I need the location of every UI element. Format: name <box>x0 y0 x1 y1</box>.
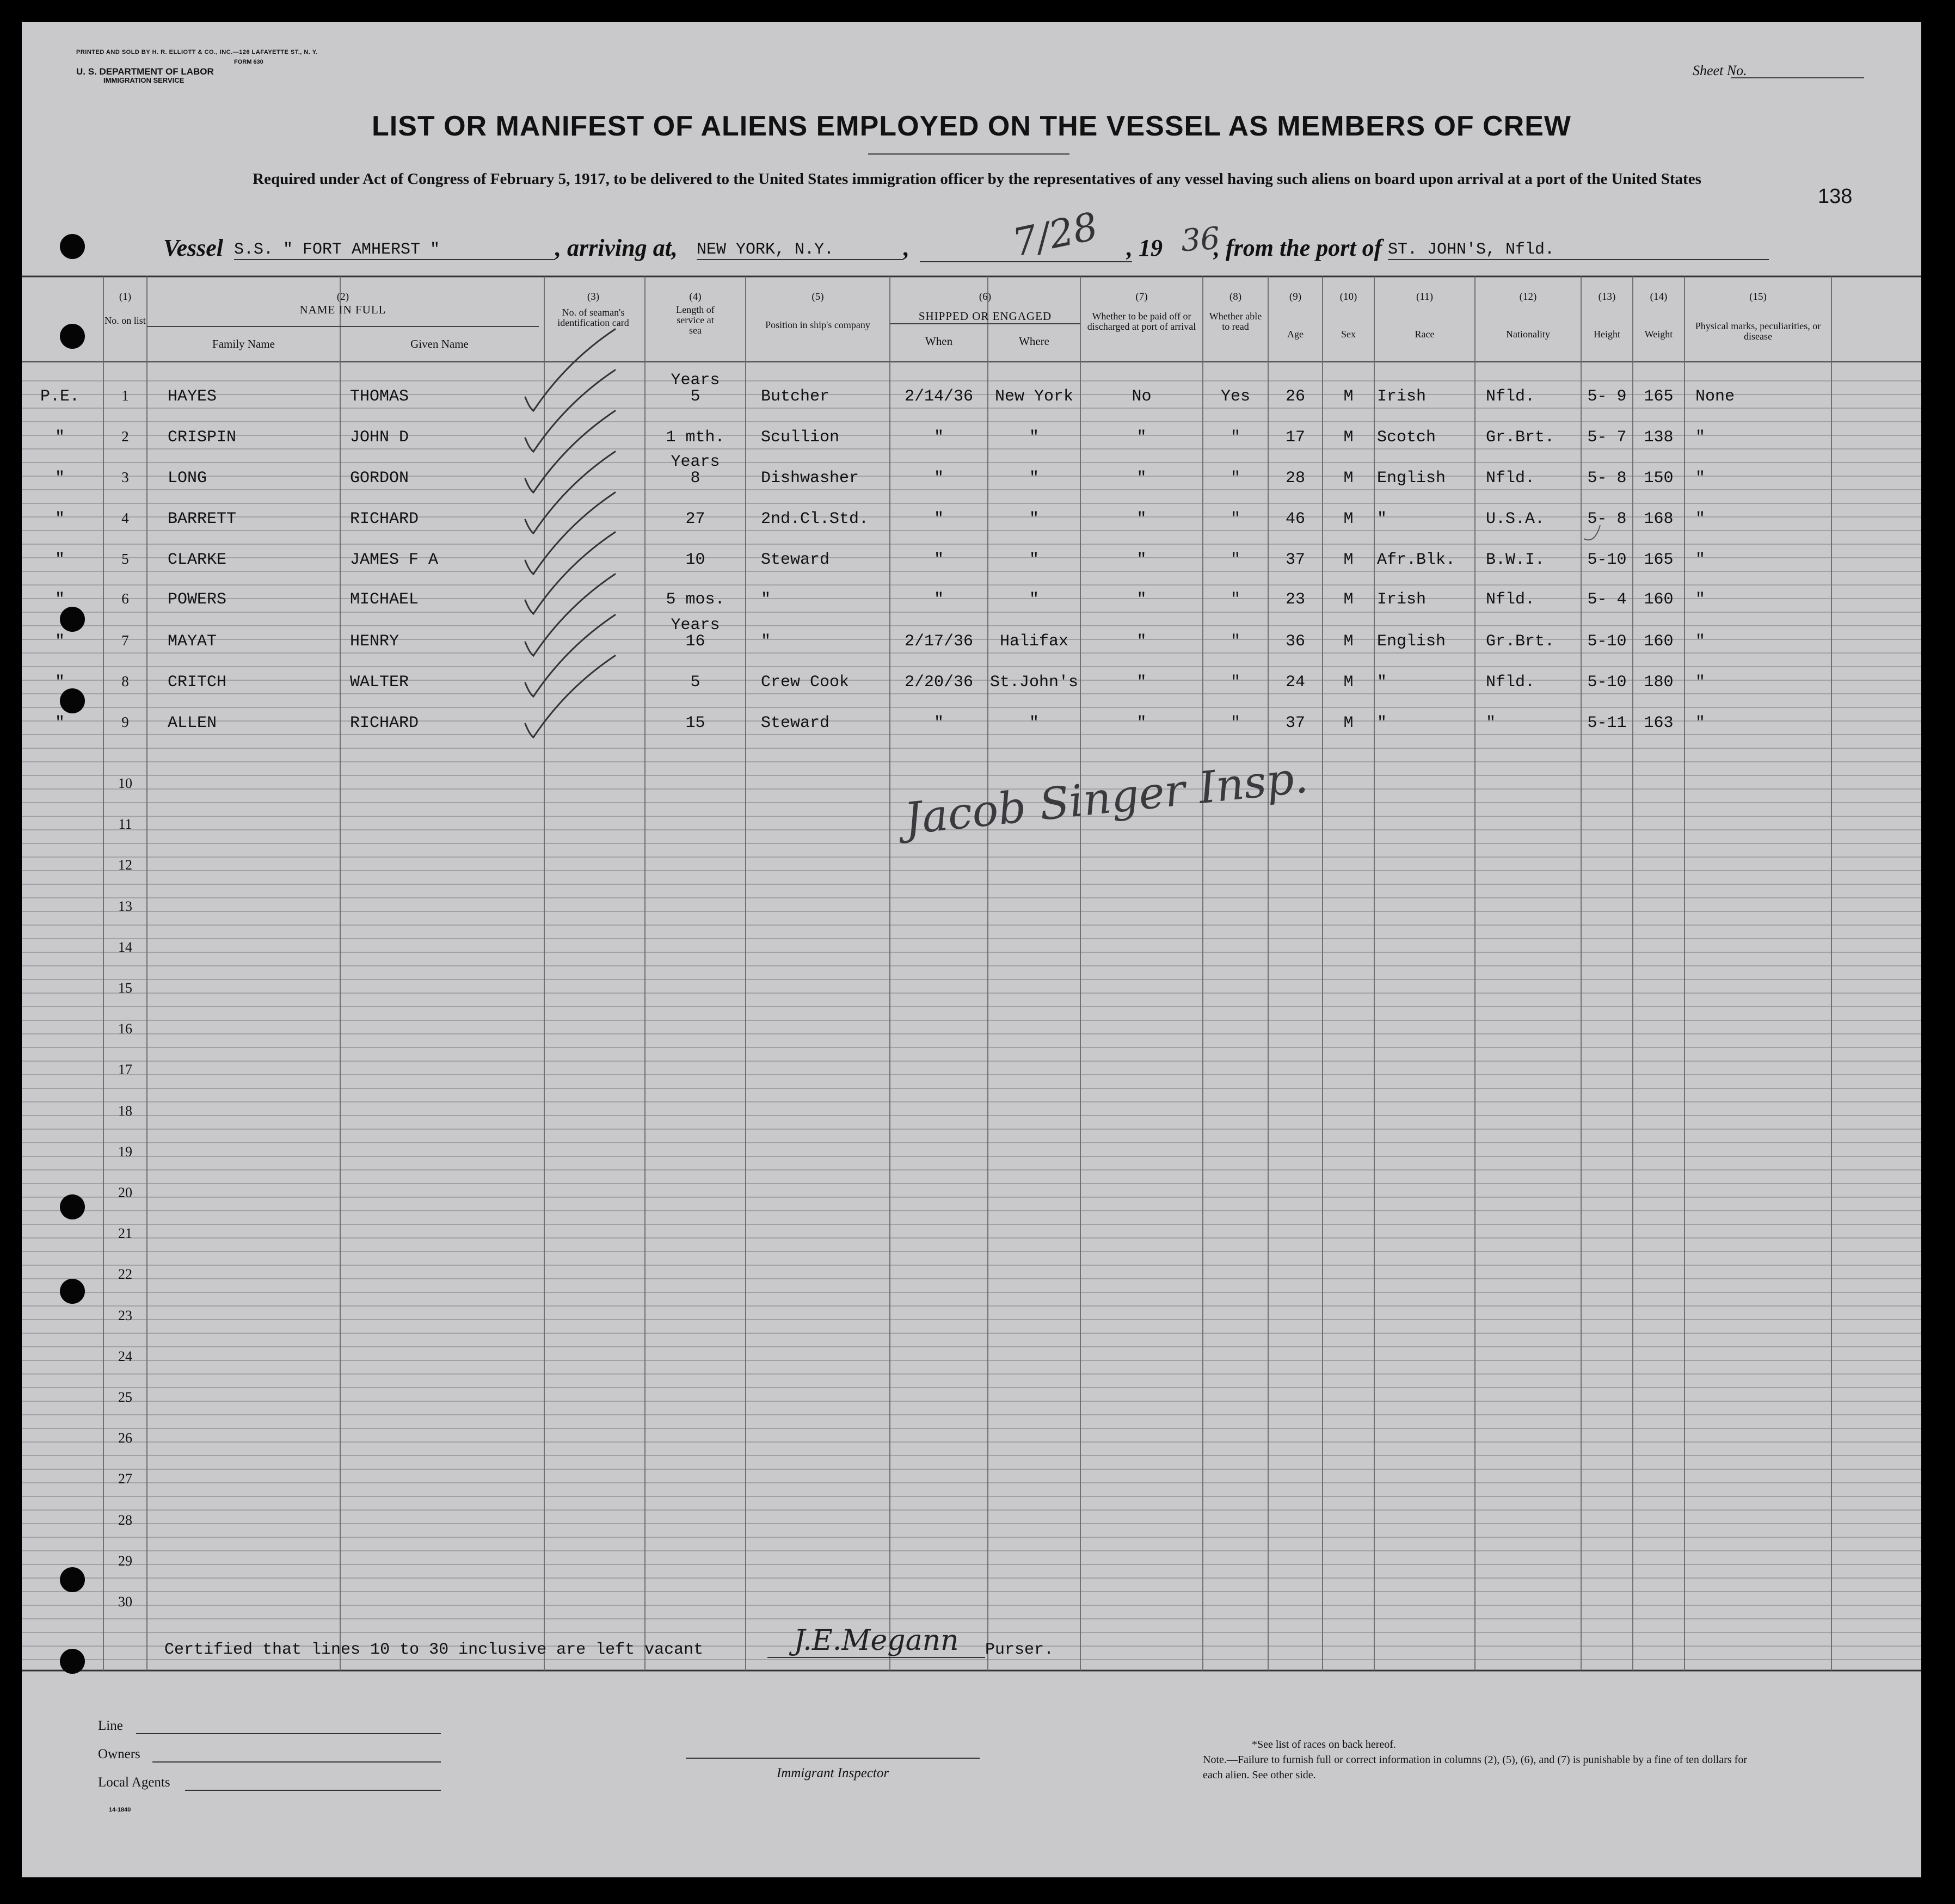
row-height: 5- 4 <box>1587 590 1627 609</box>
empty-line-number: 17 <box>118 1062 132 1078</box>
row-race: Scotch <box>1377 428 1436 447</box>
empty-line-number: 11 <box>118 816 132 833</box>
empty-line-number: 12 <box>118 857 132 873</box>
row-given-name: WALTER <box>350 673 409 692</box>
row-paid-off: No <box>1132 387 1152 406</box>
row-position: Steward <box>761 551 830 569</box>
col5-number: (5) <box>811 291 824 303</box>
row-shipped-when: " <box>933 714 944 732</box>
row-service-length: 16 <box>685 632 705 651</box>
row-physical-marks: " <box>1695 551 1706 569</box>
certification-text: Certified that lines 10 to 30 inclusive are left vacant <box>164 1641 704 1659</box>
row-given-name: JOHN D <box>350 428 409 447</box>
row-can-read: " <box>1230 714 1240 732</box>
row-race: Irish <box>1377 590 1427 609</box>
empty-line-number: 23 <box>118 1307 132 1323</box>
row-service-length: 8 <box>690 469 700 488</box>
col7-label: Whether to be paid off or discharged at port of arrival <box>1087 311 1196 332</box>
row-shipped-when: 2/17/36 <box>904 632 974 651</box>
row-shipped-where: " <box>1029 590 1039 609</box>
row-service-length: 1 mth. <box>666 428 725 447</box>
row-sex: M <box>1343 428 1354 447</box>
row-age: 46 <box>1285 510 1305 528</box>
inspector-signature: Jacob Singer Insp. <box>902 751 1311 845</box>
row-service-length: 5 <box>690 673 700 692</box>
row-shipped-where: " <box>1029 469 1039 488</box>
col10-number: (10) <box>1339 291 1357 303</box>
row-service-years-label: Years <box>671 371 720 390</box>
row-height: 5- 8 <box>1587 510 1627 528</box>
verification-check-icon <box>525 411 615 492</box>
empty-line-number: 21 <box>118 1225 132 1242</box>
row-height: 5-10 <box>1587 632 1627 651</box>
col4-number: (4) <box>689 291 702 303</box>
col14-label: Weight <box>1644 329 1673 340</box>
row-can-read: " <box>1230 632 1240 651</box>
verification-check-icon <box>525 615 615 697</box>
row-age: 37 <box>1285 551 1305 569</box>
row-family-name: BARRETT <box>168 510 237 528</box>
row-mark: " <box>54 590 65 609</box>
row-paid-off: " <box>1136 632 1147 651</box>
row-service-length: 15 <box>685 714 705 732</box>
binder-hole <box>60 688 85 713</box>
col7-number: (7) <box>1135 291 1148 303</box>
row-can-read: " <box>1230 428 1240 447</box>
page-subtitle: Required under Act of Congress of February 5, 1917, to be delivered to the United States immigration officer by the representatives of any vessel having such aliens on board upon arrival at a port of the United States <box>253 170 1701 188</box>
row-weight: 138 <box>1644 428 1674 447</box>
owners-field <box>152 1761 441 1763</box>
empty-line-number: 13 <box>118 898 132 914</box>
empty-line-number: 14 <box>118 939 132 955</box>
form-code: 14-1840 <box>109 1807 131 1813</box>
binder-hole <box>60 1279 85 1304</box>
row-shipped-when: " <box>933 469 944 488</box>
row-paid-off: " <box>1136 469 1147 488</box>
row-physical-marks: " <box>1695 590 1706 609</box>
row-can-read: Yes <box>1220 387 1250 406</box>
row-no: 5 <box>121 551 129 567</box>
empty-line-number: 22 <box>118 1266 132 1283</box>
col3-number: (3) <box>587 291 600 303</box>
row-no: 4 <box>121 510 129 526</box>
purser-signature: J.E.Megann <box>767 1624 985 1658</box>
row-sex: M <box>1343 590 1354 609</box>
arriving-label: , arriving at, <box>555 235 678 261</box>
col1-label: No. on list <box>104 315 146 326</box>
row-height: 5- 8 <box>1587 469 1627 488</box>
row-mark: " <box>54 469 65 488</box>
row-age: 26 <box>1285 387 1305 406</box>
local-agents-label: Local Agents <box>98 1775 170 1790</box>
verification-check-icon <box>525 574 615 656</box>
inspector-signature-line <box>686 1758 980 1759</box>
row-family-name: ALLEN <box>168 714 217 732</box>
row-age: 36 <box>1285 632 1305 651</box>
row-shipped-when: " <box>933 590 944 609</box>
row-race: " <box>1377 714 1387 732</box>
row-can-read: " <box>1230 510 1240 528</box>
col9-number: (9) <box>1289 291 1302 303</box>
empty-line-number: 24 <box>118 1348 132 1364</box>
row-no: 7 <box>121 632 129 649</box>
row-nationality: Nfld. <box>1486 590 1535 609</box>
row-no: 1 <box>121 387 129 404</box>
col6-where-label: Where <box>1019 335 1049 348</box>
row-physical-marks: None <box>1695 387 1735 406</box>
row-physical-marks: " <box>1695 510 1706 528</box>
row-service-length: 5 mos. <box>666 590 725 609</box>
row-can-read: " <box>1230 590 1240 609</box>
row-height: 5-11 <box>1587 714 1627 732</box>
row-weight: 150 <box>1644 469 1674 488</box>
row-paid-off: " <box>1136 551 1147 569</box>
col9-label: Age <box>1287 329 1304 340</box>
row-position: Butcher <box>761 387 830 406</box>
empty-line-number: 27 <box>118 1471 132 1487</box>
row-shipped-when: " <box>933 510 944 528</box>
row-paid-off: " <box>1136 510 1147 528</box>
col3-label: No. of seaman's identification card <box>557 307 629 328</box>
row-age: 17 <box>1285 428 1305 447</box>
col6-when-label: When <box>925 335 953 348</box>
col8-label: Whether able to read <box>1209 311 1262 332</box>
binder-hole <box>60 1194 85 1219</box>
empty-line-number: 29 <box>118 1552 132 1569</box>
empty-line-number: 16 <box>118 1021 132 1037</box>
row-paid-off: " <box>1136 590 1147 609</box>
row-shipped-where: Halifax <box>999 632 1069 651</box>
row-physical-marks: " <box>1695 469 1706 488</box>
row-service-years-label: Years <box>671 453 720 471</box>
row-shipped-when: " <box>933 428 944 447</box>
row-no: 6 <box>121 590 129 607</box>
row-family-name: LONG <box>168 469 207 488</box>
row-height: 5-10 <box>1587 673 1627 692</box>
row-weight: 168 <box>1644 510 1674 528</box>
service-name: IMMIGRATION SERVICE <box>103 76 185 84</box>
row-paid-off: " <box>1136 714 1147 732</box>
row-mark: " <box>54 714 65 732</box>
from-port: ST. JOHN'S, Nfld. <box>1388 241 1769 260</box>
owners-label: Owners <box>98 1747 140 1761</box>
immigrant-inspector-label: Immigrant Inspector <box>776 1766 889 1780</box>
row-family-name: HAYES <box>168 387 217 406</box>
row-position: 2nd.Cl.Std. <box>761 510 869 528</box>
row-shipped-where: " <box>1029 551 1039 569</box>
page-number: 138 <box>1818 185 1853 208</box>
col12-number: (12) <box>1519 291 1537 303</box>
col13-label: Height <box>1594 329 1620 340</box>
col2-given-label: Given Name <box>410 337 469 350</box>
row-physical-marks: " <box>1695 714 1706 732</box>
row-sex: M <box>1343 469 1354 488</box>
year-handwritten: 36 <box>1179 220 1221 259</box>
binder-hole <box>60 1649 85 1674</box>
row-mark: " <box>54 428 65 447</box>
empty-line-number: 30 <box>118 1594 132 1610</box>
empty-line-number: 18 <box>118 1102 132 1119</box>
purser-role: Purser. <box>985 1641 1054 1659</box>
row-can-read: " <box>1230 673 1240 692</box>
row-position: Steward <box>761 714 830 732</box>
col11-number: (11) <box>1416 291 1433 303</box>
col1-number: (1) <box>119 291 132 303</box>
row-shipped-where: " <box>1029 510 1039 528</box>
row-weight: 180 <box>1644 673 1674 692</box>
col2-family-label: Family Name <box>212 337 275 350</box>
col2-label: NAME IN FULL <box>299 303 386 316</box>
row-race: Afr.Blk. <box>1377 551 1456 569</box>
row-age: 28 <box>1285 469 1305 488</box>
row-nationality: U.S.A. <box>1486 510 1545 528</box>
row-age: 24 <box>1285 673 1305 692</box>
row-paid-off: " <box>1136 428 1147 447</box>
verification-check-icon <box>525 452 615 533</box>
row-family-name: MAYAT <box>168 632 217 651</box>
row-family-name: CLARKE <box>168 551 227 569</box>
col14-number: (14) <box>1650 291 1668 303</box>
row-physical-marks: " <box>1695 632 1706 651</box>
binder-hole <box>60 234 85 259</box>
col8-number: (8) <box>1229 291 1242 303</box>
binder-hole <box>60 1567 85 1592</box>
row-sex: M <box>1343 551 1354 569</box>
col15-number: (15) <box>1749 291 1767 303</box>
col10-label: Sex <box>1341 329 1356 340</box>
row-no: 2 <box>121 428 129 445</box>
row-nationality: " <box>1486 714 1496 732</box>
row-given-name: THOMAS <box>350 387 409 406</box>
row-shipped-where: New York <box>994 387 1074 406</box>
empty-line-number: 25 <box>118 1389 132 1405</box>
binder-hole <box>60 607 85 632</box>
row-can-read: " <box>1230 551 1240 569</box>
row-mark: " <box>54 673 65 692</box>
row-physical-marks: " <box>1695 673 1706 692</box>
row-nationality: Gr.Brt. <box>1486 632 1555 651</box>
row-race: Irish <box>1377 387 1427 406</box>
row-physical-marks: " <box>1695 428 1706 447</box>
row-sex: M <box>1343 387 1354 406</box>
row-age: 23 <box>1285 590 1305 609</box>
row-given-name: RICHARD <box>350 714 419 732</box>
row-weight: 165 <box>1644 551 1674 569</box>
row-shipped-where: " <box>1029 714 1039 732</box>
row-can-read: " <box>1230 469 1240 488</box>
row-sex: M <box>1343 714 1354 732</box>
row-given-name: RICHARD <box>350 510 419 528</box>
binder-hole <box>60 324 85 349</box>
col11-label: Race <box>1415 329 1435 340</box>
row-shipped-where: St.John's <box>989 673 1079 692</box>
row-race: English <box>1377 632 1446 651</box>
row-position: " <box>761 632 771 651</box>
line-label: Line <box>98 1718 123 1733</box>
verification-check-icon <box>525 656 615 737</box>
row-nationality: B.W.I. <box>1486 551 1545 569</box>
row-nationality: Nfld. <box>1486 673 1535 692</box>
col5-label: Position in ship's company <box>765 319 870 330</box>
empty-line-number: 19 <box>118 1143 132 1160</box>
manifest-sheet: PRINTED AND SOLD BY H. R. ELLIOTT & CO., INC.—126 LAFAYETTE ST., N. Y. FORM 630 U. S. DEPARTMENT OF LABOR IMMIGRATION SERVICE Sheet No. 138 LIST OR MANIFEST OF ALIENS EMPLOYED ON THE VESSEL AS MEMBERS OF CREW Required under Act of Congress of February 5, 1917, to be delivered to the United States immigration officer by the representatives of any vessel having such aliens on board upon arrival at a port of the United States Vessel S.S. " FORT AMHERST " , arriving at, NEW YORK, N.Y. , 7/28 , 19 36 , from the port of ST. JOHN'S, Nfld. (1) No. on list (2) NAME IN FULL Family Name Given Name (3) No. of seaman's identification card (4) Length of service at sea (5) Position in ship's company (6) SHIPPED OR ENGAGED When Where (7) Whether to be paid off or discharged at port of arrival (8) Whether able to read (9) Age (10) Sex (11) Race (12) Nationality (13) Height (14) Weight (15) Physical marks, peculiarities, or disease P.E. 1 HAYES THOMAS 5 Butcher 2/14/36 New York No Yes 26 M Irish Nfld. 5- 9 165 None Years " 2 CRISPIN JOHN D 1 mth. Scullion " " " " 17 M Scotch Gr.Brt. 5- 7 138 " " 3 LONG GORDON 8 Dishwasher " " " " 28 M English Nfld. 5- 8 150 " Years " 4 BARRETT RICHARD 27 2nd.Cl.Std. " " " " 46 M " U.S.A. 5- 8 168 " " 5 CLARKE JAMES F A 10 Steward " " " " 37 M Afr.Blk. B.W.I. 5-10 165 " " 6 POWERS MICHAEL 5 mos. " " " " " 23 M Irish Nfld. 5- 4 160 " " 7 MAYAT HENRY 16 " 2/17/36 Halifax " " 36 M English Gr.Brt. 5-10 160 " Years " 8 CRITCH WALTER 5 Crew Cook 2/20/36 St.John's " " 24 M " Nfld. 5-10 180 " " 9 ALLEN RICHARD 15 Steward " " " " 37 M " " 5-11 163 " 10 11 12 13 14 15 16 17 18 19 20 21 22 23 24 25 26 27 28 29 30 Jacob Singer Insp. Certified that lines 10 to 30 inclusive are left vacant J.E.Megann Purser. Line Owners Local Agents 14-1840 Immigrant Inspector *See list of races on back hereof. Note.—Failure to furnish full or correct information in columns (2), (5), (6), and (7) is punishable by a fine of ten dollars for each alien. See other side. <box>22 22 1921 1877</box>
row-position: Crew Cook <box>761 673 850 692</box>
arrival-date-handwritten: 7/28 <box>1009 204 1102 266</box>
form-number: FORM 630 <box>234 59 263 65</box>
verification-check-icon <box>525 329 615 411</box>
from-port-label: , from the port of <box>1214 235 1382 261</box>
row-weight: 160 <box>1644 590 1674 609</box>
line-field <box>136 1733 441 1734</box>
empty-line-number: 26 <box>118 1430 132 1446</box>
row-no: 3 <box>121 469 129 485</box>
verification-check-icon <box>525 370 615 452</box>
row-service-length: 27 <box>685 510 705 528</box>
row-mark: " <box>54 551 65 569</box>
row-service-length: 5 <box>690 387 700 406</box>
row-position: Scullion <box>761 428 840 447</box>
checkmarks-layer <box>22 22 1921 1877</box>
row-mark: P.E. <box>40 387 79 406</box>
sheet-no-label: Sheet No. <box>1693 63 1747 78</box>
page-title: LIST OR MANIFEST OF ALIENS EMPLOYED ON THE VESSEL AS MEMBERS OF CREW <box>372 110 1571 142</box>
row-age: 37 <box>1285 714 1305 732</box>
row-sex: M <box>1343 510 1354 528</box>
row-weight: 163 <box>1644 714 1674 732</box>
col2-number: (2) <box>336 291 349 303</box>
row-no: 8 <box>121 673 129 689</box>
row-family-name: CRITCH <box>168 673 227 692</box>
vessel-label: Vessel <box>163 235 223 261</box>
row-mark: " <box>54 510 65 528</box>
row-given-name: JAMES F A <box>350 551 439 569</box>
row-sex: M <box>1343 632 1354 651</box>
row-nationality: Nfld. <box>1486 469 1535 488</box>
row-shipped-when: 2/14/36 <box>904 387 974 406</box>
row-family-name: CRISPIN <box>168 428 237 447</box>
row-weight: 160 <box>1644 632 1674 651</box>
local-agents-field <box>185 1790 441 1791</box>
vessel-name: S.S. " FORT AMHERST " <box>234 241 555 260</box>
row-given-name: GORDON <box>350 469 409 488</box>
row-race: " <box>1377 510 1387 528</box>
row-race: " <box>1377 673 1387 692</box>
row-race: English <box>1377 469 1446 488</box>
col4-label: Length of service at sea <box>676 304 715 336</box>
empty-line-number: 15 <box>118 980 132 996</box>
year-prefix: , 19 <box>1127 235 1163 261</box>
printer-imprint: PRINTED AND SOLD BY H. R. ELLIOTT & CO., INC.—126 LAFAYETTE ST., N. Y. <box>76 49 318 56</box>
empty-line-number: 20 <box>118 1185 132 1200</box>
row-shipped-when: " <box>933 551 944 569</box>
row-nationality: Gr.Brt. <box>1486 428 1555 447</box>
row-mark: " <box>54 632 65 651</box>
row-height: 5- 9 <box>1587 387 1627 406</box>
col12-label: Nationality <box>1506 329 1550 340</box>
row-position: Dishwasher <box>761 469 859 488</box>
row-no: 9 <box>121 714 129 730</box>
verification-check-icon <box>525 532 615 614</box>
row-shipped-where: " <box>1029 428 1039 447</box>
col15-label: Physical marks, peculiarities, or disease <box>1695 321 1821 342</box>
arrival-port: NEW YORK, N.Y. <box>697 241 903 260</box>
row-family-name: POWERS <box>168 590 227 609</box>
row-given-name: HENRY <box>350 632 399 651</box>
row-position: " <box>761 590 771 609</box>
row-service-length: 10 <box>685 551 705 569</box>
row-height: 5- 7 <box>1587 428 1627 447</box>
verification-check-icon <box>525 492 615 574</box>
row-service-years-label: Years <box>671 616 720 634</box>
empty-line-number: 28 <box>118 1512 132 1528</box>
department-name: U. S. DEPARTMENT OF LABOR <box>76 66 214 77</box>
col6-number: (6) <box>979 291 992 303</box>
row-height: 5-10 <box>1587 551 1627 569</box>
row-nationality: Nfld. <box>1486 387 1535 406</box>
empty-line-number: 10 <box>118 775 132 791</box>
races-note: *See list of races on back hereof. <box>1252 1739 1396 1751</box>
fine-note: Note.—Failure to furnish full or correct information in columns (2), (5), (6), and (7) is punishable by a fine of ten dollars for each alien. See other side. <box>1203 1754 1747 1781</box>
row-shipped-when: 2/20/36 <box>904 673 974 692</box>
col13-number: (13) <box>1598 291 1616 303</box>
row-paid-off: " <box>1136 673 1147 692</box>
row-given-name: MICHAEL <box>350 590 419 609</box>
col6-label: SHIPPED OR ENGAGED <box>918 310 1052 323</box>
row-sex: M <box>1343 673 1354 692</box>
row-weight: 165 <box>1644 387 1674 406</box>
